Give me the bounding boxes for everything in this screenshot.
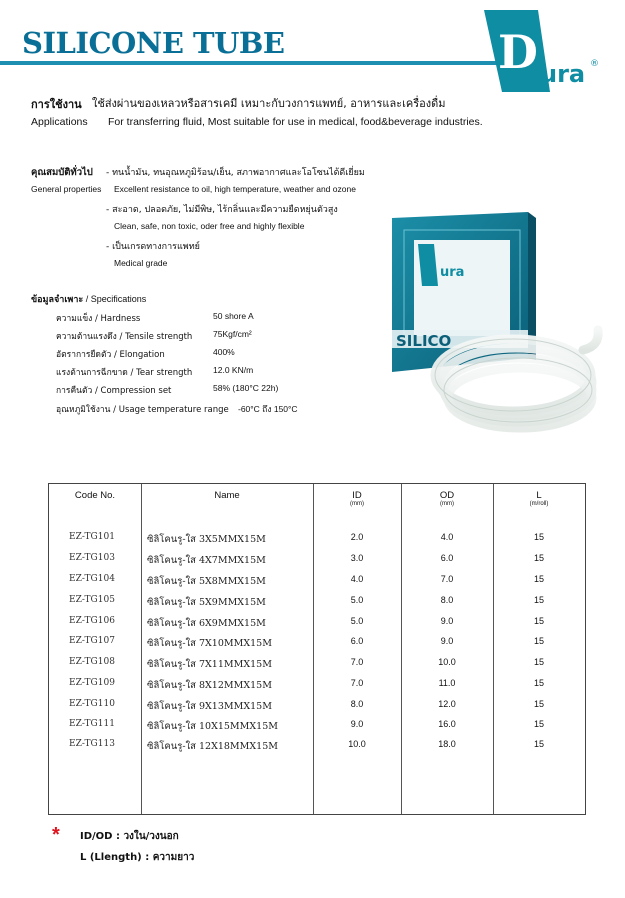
cell-od: 10.0 xyxy=(438,657,456,667)
header-l xyxy=(493,490,585,507)
cell-name: ซิลิโคนรู-ใส 9X13MMX15M xyxy=(147,701,272,712)
specifications-label-th: ข้อมูลจำเพาะ xyxy=(31,295,84,305)
cell-name: ซิลิโคนรู-ใส 7X11MMX15M xyxy=(147,659,272,670)
header-id xyxy=(313,490,401,507)
cell-id: 5.0 xyxy=(350,616,364,626)
footnote-line-2: L (Llength) : ความยาว xyxy=(80,852,195,863)
cell-name: ซิลิโคนรู-ใส 3X5MMX15M xyxy=(147,534,266,545)
spec-value-elongation: 400% xyxy=(213,347,235,357)
cell-code: EZ-TG111 xyxy=(69,719,115,729)
cell-id: 4.0 xyxy=(350,574,364,584)
header-od-unit: (mm) xyxy=(440,501,454,507)
general-item-3-en: Medical grade xyxy=(114,258,168,268)
spec-name-hardness: ความแข็ง / Hardness xyxy=(56,314,141,324)
applications-label-en: Applications xyxy=(31,116,88,128)
cell-length: 15 xyxy=(533,574,544,584)
applications-text-th: ใช้ส่งผ่านของเหลวหรือสารเคมี เหมาะกับวงการแพทย์, อาหารและเครื่องดื่ม xyxy=(92,97,446,110)
cell-od: 9.0 xyxy=(440,636,454,646)
cell-id: 7.0 xyxy=(350,657,364,667)
cell-name: ซิลิโคนรู-ใส 5X8MMX15M xyxy=(147,576,266,587)
spec-value-hardness: 50 shore A xyxy=(213,311,254,321)
header-code: Code No. xyxy=(74,490,116,501)
cell-id: 7.0 xyxy=(350,678,364,688)
cell-name: ซิลิโคนรู-ใส 12X18MMX15M xyxy=(147,741,278,752)
general-item-3-th: - เป็นเกรดทางการแพทย์ xyxy=(106,242,200,252)
header-id-unit: (mm) xyxy=(350,501,364,507)
cell-name: ซิลิโคนรู-ใส 8X12MMX15M xyxy=(147,680,272,691)
applications-label-th: การใช้งาน xyxy=(31,98,82,111)
general-label-th: คุณสมบัติทั่วไป xyxy=(31,167,93,178)
title-underline xyxy=(0,61,510,65)
header-id-label: ID xyxy=(352,490,362,501)
logo-letter: D xyxy=(498,25,538,79)
cell-id: 2.0 xyxy=(350,532,364,542)
cell-code: EZ-TG106 xyxy=(69,616,115,626)
cell-code: EZ-TG101 xyxy=(69,532,115,542)
cell-length: 15 xyxy=(533,699,544,709)
spec-name-tensile: ความต้านแรงดึง / Tensile strength xyxy=(56,332,193,342)
cell-id: 6.0 xyxy=(350,636,364,646)
cell-length: 15 xyxy=(533,532,544,542)
spec-value-tear: 12.0 KN/m xyxy=(213,365,254,375)
general-item-2-en: Clean, safe, non toxic, oder free and highly flexible xyxy=(114,221,305,231)
cell-length: 15 xyxy=(533,616,544,626)
logo-text: ura xyxy=(540,60,586,88)
cell-name: ซิลิโคนรู-ใส 5X9MMX15M xyxy=(147,597,266,608)
cell-length: 15 xyxy=(533,678,544,688)
specifications-label-en: / Specifications xyxy=(85,294,147,304)
cell-name: ซิลิโคนรู-ใส 10X15MMX15M xyxy=(147,721,278,732)
cell-code: EZ-TG109 xyxy=(69,678,115,688)
cell-od: 16.0 xyxy=(438,719,456,729)
cell-od: 18.0 xyxy=(438,739,456,749)
cell-code: EZ-TG113 xyxy=(69,739,115,749)
cell-id: 5.0 xyxy=(350,595,364,605)
general-item-1-en: Excellent resistance to oil, high temperature, weather and ozone xyxy=(114,184,356,194)
product-box-image xyxy=(378,210,606,438)
cell-length: 15 xyxy=(533,636,544,646)
cell-id: 9.0 xyxy=(350,719,364,729)
cell-od: 8.0 xyxy=(440,595,454,605)
footnote-line-1: ID/OD : วงใน/วงนอก xyxy=(80,831,179,842)
box-band-label: SILICO xyxy=(396,332,452,350)
cell-length: 15 xyxy=(533,553,544,563)
cell-code: EZ-TG108 xyxy=(69,657,115,667)
cell-id: 10.0 xyxy=(348,739,366,749)
cell-od: 11.0 xyxy=(438,678,456,688)
cell-od: 9.0 xyxy=(440,616,454,626)
cell-id: 8.0 xyxy=(350,699,364,709)
cell-length: 15 xyxy=(533,719,544,729)
cell-code: EZ-TG103 xyxy=(69,553,115,563)
cell-length: 15 xyxy=(533,657,544,667)
cell-od: 12.0 xyxy=(438,699,456,709)
spec-value-compression: 58% (180°C 22h) xyxy=(213,383,279,393)
spec-name-tear: แรงต้านการฉีกขาด / Tear strength xyxy=(56,368,193,378)
cell-name: ซิลิโคนรู-ใส 7X10MMX15M xyxy=(147,638,272,649)
header-name: Name xyxy=(214,490,240,501)
applications-text-en: For transferring fluid, Most suitable for use in medical, food&beverage industries. xyxy=(108,116,483,128)
dura-logo xyxy=(480,8,612,98)
header-l-label: L xyxy=(536,490,542,501)
spec-name-temperature: อุณหภูมิใช้งาน / Usage temperature range xyxy=(56,405,229,415)
cell-length: 15 xyxy=(533,739,544,749)
header-l-unit: (m/roll) xyxy=(529,501,549,507)
cell-od: 4.0 xyxy=(440,532,454,542)
header-od-label: OD xyxy=(439,490,455,501)
general-label-en: General properties xyxy=(31,184,102,194)
cell-id: 3.0 xyxy=(350,553,364,563)
spec-name-elongation: อัตราการยืดตัว / Elongation xyxy=(56,350,165,360)
cell-name: ซิลิโคนรู-ใส 6X9MMX15M xyxy=(147,618,266,629)
spec-name-compression: การคืนตัว / Compression set xyxy=(56,386,172,396)
cell-length: 15 xyxy=(533,595,544,605)
product-table xyxy=(48,483,586,815)
general-item-2-th: - สะอาด, ปลอดภัย, ไม่มีพิษ, ไร้กลิ่นและมีความยืดหยุ่นตัวสูง xyxy=(106,205,338,215)
tube-coil xyxy=(435,330,598,428)
table-column-divider xyxy=(141,484,142,814)
logo-registered: ® xyxy=(590,59,599,69)
cell-name: ซิลิโคนรู-ใส 4X7MMX15M xyxy=(147,555,266,566)
cell-code: EZ-TG110 xyxy=(69,699,115,709)
specifications-heading xyxy=(31,292,146,306)
cell-code: EZ-TG104 xyxy=(69,574,115,584)
cell-code: EZ-TG105 xyxy=(69,595,115,605)
spec-value-temperature: -60°C ถึง 150°C xyxy=(238,404,298,414)
box-logo-text: ura xyxy=(440,265,465,280)
page-title: SILICONE TUBE xyxy=(22,26,285,60)
cell-od: 7.0 xyxy=(440,574,454,584)
footnote-star: * xyxy=(52,824,60,846)
general-item-1-th: - ทนน้ำมัน, ทนอุณหภูมิร้อน/เย็น, สภาพอากาศและโอโซนได้ดีเยี่ยม xyxy=(106,168,365,178)
cell-od: 6.0 xyxy=(440,553,454,563)
spec-value-tensile: 75Kgf/cm² xyxy=(213,329,252,339)
cell-code: EZ-TG107 xyxy=(69,636,115,646)
header-od xyxy=(401,490,493,507)
